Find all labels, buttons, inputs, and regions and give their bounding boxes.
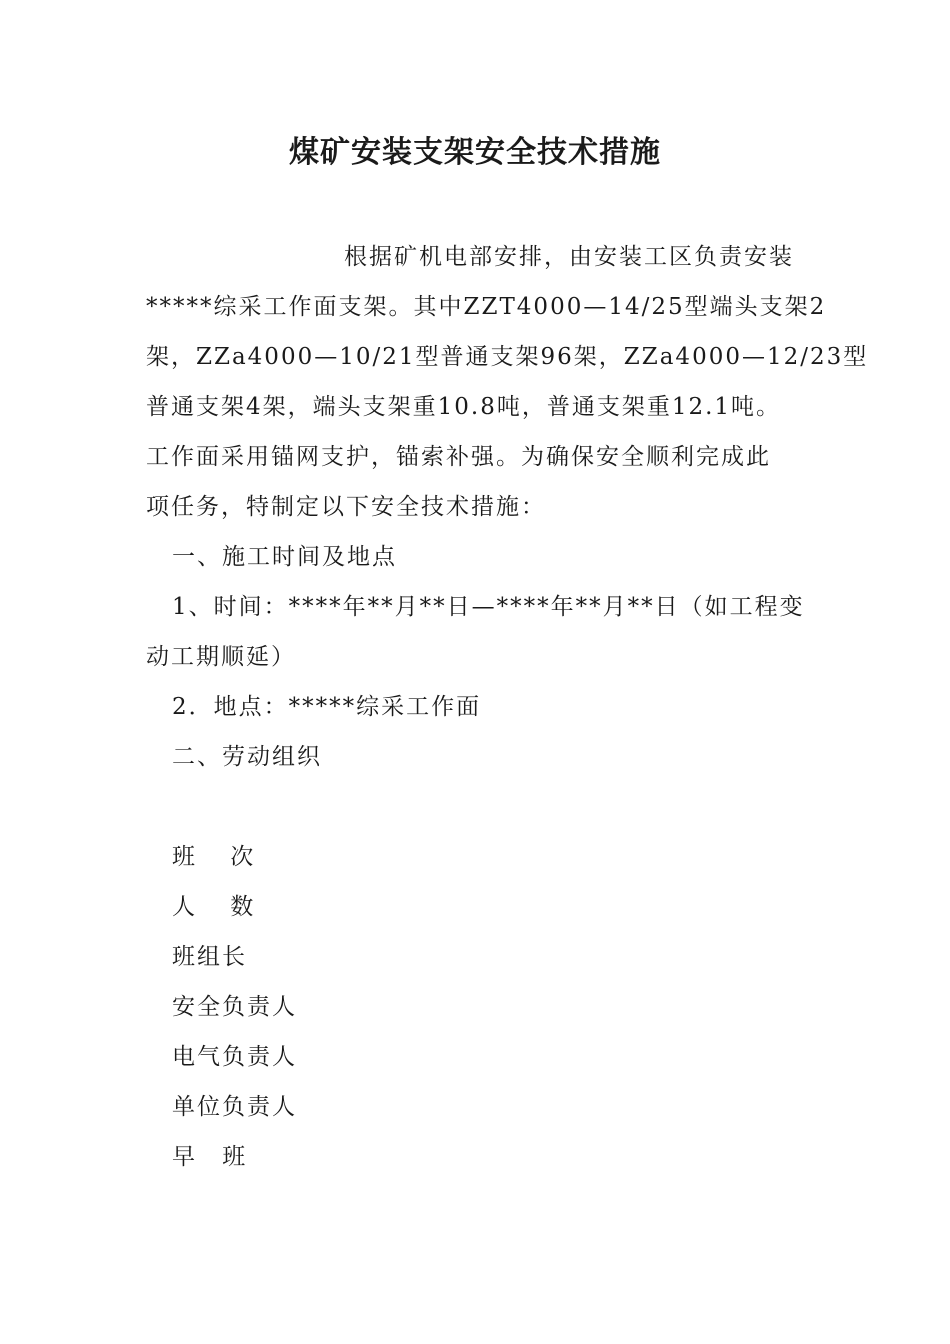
time-paragraph <box>172 582 812 632</box>
intro-paragraph <box>146 232 869 532</box>
intro-line: *****综采工作面支架。其中ZZT4000—14/25型端头支架2 <box>146 294 827 320</box>
intro-line: 项任务，特制定以下安全技术措施： <box>146 494 546 520</box>
time-line: 动工期顺延） <box>146 644 296 670</box>
time-line: 1、时间：****年**月**日—****年**月**日（如工程变 <box>172 594 805 620</box>
labor-row-headcount: 人 数 <box>172 894 268 920</box>
intro-line: 普通支架4架，端头支架重10.8吨，普通支架重12.1吨。 <box>146 394 782 420</box>
section2-heading: 二、劳动组织 <box>172 744 322 770</box>
intro-line: 工作面采用锚网支护，锚索补强。为确保安全顺利完成此 <box>146 444 771 470</box>
section1-heading: 一、施工时间及地点 <box>172 544 397 570</box>
place-line: 2．地点：*****综采工作面 <box>172 694 482 720</box>
labor-row-team-leader: 班组长 <box>172 944 247 970</box>
labor-row-electrical-lead: 电气负责人 <box>172 1044 297 1070</box>
document-title: 煤矿安装支架安全技术措施 <box>289 135 661 170</box>
intro-line: 架，ZZa4000—10/21型普通支架96架，ZZa4000—12/23型 <box>146 344 869 370</box>
labor-row-morning-shift: 早 班 <box>172 1144 256 1170</box>
labor-row-unit-lead: 单位负责人 <box>172 1094 297 1120</box>
labor-row-shift: 班 次 <box>172 844 268 870</box>
intro-line: 根据矿机电部安排，由安装工区负责安装 <box>344 244 794 270</box>
time-continuation <box>146 632 806 682</box>
labor-row-safety-lead: 安全负责人 <box>172 994 297 1020</box>
